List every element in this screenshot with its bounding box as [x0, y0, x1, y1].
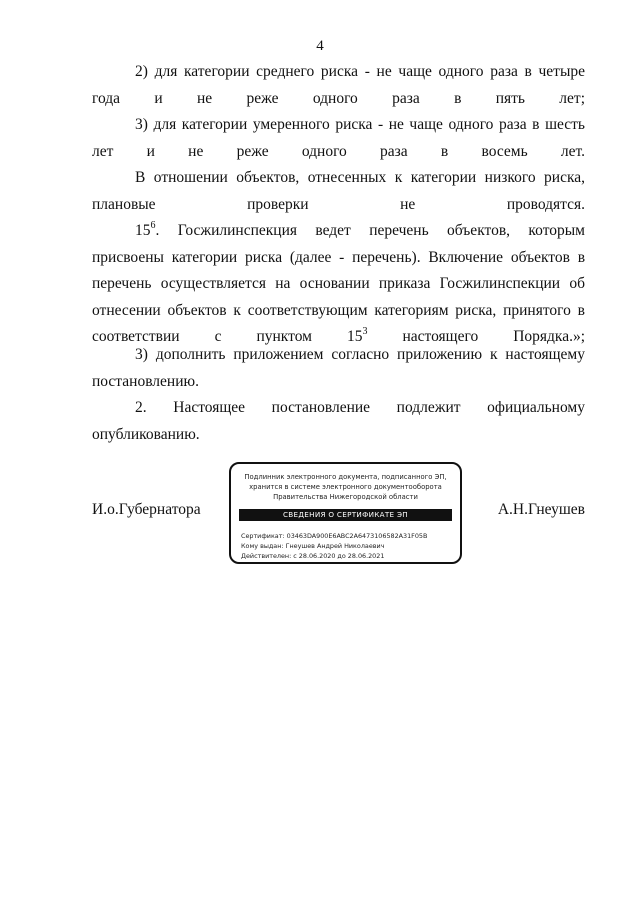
e-signature-stamp: [229, 462, 462, 564]
signatory-name: А.Н.Гнеушев: [497, 501, 585, 518]
paragraph-3: В отношении объектов, отнесенных к категории низкого риска, плановые проверки не проводятся.: [92, 169, 585, 213]
stamp-details: Сертификат: 03463DA900E6ABC2A6473106582A31F05B Кому выдан: Гнеушев Андрей Николаевич Действителен: с 28.06.2020 до 28.06.2021: [241, 532, 428, 560]
stamp-title-bar: СВЕДЕНИЯ О СЕРТИФИКАТЕ ЭП: [239, 509, 452, 521]
paragraph-6: 2. Настоящее постановление подлежит официальному опубликованию.: [92, 399, 585, 443]
signatory-title: И.о.Губернатора: [92, 501, 201, 518]
page-number: 4: [316, 38, 324, 54]
paragraph-4: $15^6$. Госжилинспекция ведет перечень объектов, которым присвоены категории риска (далее - перечень). Включение объектов в перечень осуществляется на основании приказа Госжилинспекции об отнесении объектов к соответствующим категориям риска, принятого в соответствии с пунктом $15^3$ настоящего Порядка.»;: [92, 219, 586, 345]
paragraph-5: 3) дополнить приложением согласно приложению к настоящему постановлению.: [92, 346, 585, 390]
stamp-header: Подлинник электронного документа, подписанного ЭП, хранится в системе электронного документооборота Правительства Нижегородской области: [244, 473, 447, 501]
paragraph-1: 2) для категории среднего риска - не чаще одного раза в четыре года и не реже одного раза в пять лет;: [92, 63, 585, 107]
paragraph-2: 3) для категории умеренного риска - не чаще одного раза в шесть лет и не реже одного раза в восемь лет.: [92, 116, 585, 160]
